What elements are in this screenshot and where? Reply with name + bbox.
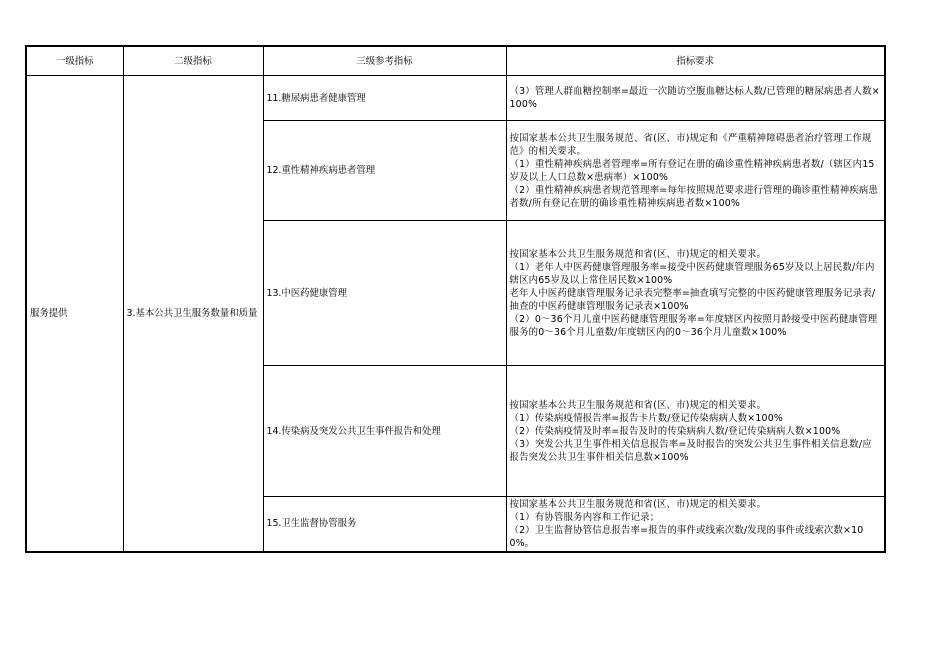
requirement-line: （1）传染病疫情报告率=报告卡片数/登记传染病病人数×100%: [509, 412, 783, 424]
indicator-table: [25, 45, 886, 553]
header-level1: 一级指标: [26, 46, 123, 76]
header-requirements: 指标要求: [506, 46, 885, 76]
indicator-cell: 14.传染病及突发公共卫生事件报告和处理: [263, 366, 506, 497]
requirement-line: （2）0～36个月儿童中医药健康管理服务率=年度辖区内按照月龄接受中医药健康管理服务的0～36个月儿童数/年度辖区内的0～36个月儿童数×100%: [509, 313, 878, 338]
header-level3: 三级参考指标: [263, 46, 506, 76]
requirement-line: （3）管理人群血糖控制率=最近一次随访空腹血糖达标人数/已管理的糖尿病患者人数×100%: [509, 86, 880, 110]
requirement-cell: [506, 76, 885, 121]
requirement-cell: [506, 497, 885, 552]
requirement-line: （1）老年人中医药健康管理服务率=接受中医药健康管理服务65岁及以上居民数/年内辖区内65岁及以上常住居民数×100%: [509, 261, 875, 286]
requirement-cell: [506, 121, 885, 221]
indicator-cell: 15.卫生监督协管服务: [263, 497, 506, 552]
level2-cell: 3.基本公共卫生服务数量和质量: [123, 76, 263, 552]
level1-cell: 服务提供: [26, 76, 123, 552]
requirement-line: （1）重性精神疾病患者管理率=所有登记在册的确诊重性精神疾病患者数/（辖区内15岁及以上人口总数×患病率）×100%: [509, 158, 875, 183]
requirement-cell: [506, 366, 885, 497]
indicator-cell: 12.重性精神疾病患者管理: [263, 121, 506, 221]
indicator-cell: 11.糖尿病患者健康管理: [263, 76, 506, 121]
table-row: [26, 76, 885, 121]
indicator-cell: 13.中医药健康管理: [263, 221, 506, 366]
requirement-line: （2）传染病疫情及时率=报告及时的传染病病人数/登记传染病病人数×100%: [509, 425, 841, 437]
requirement-line: 按国家基本公共卫生服务规范和省(区、市)规定的相关要求。: [509, 498, 767, 510]
header-row: [26, 46, 885, 76]
requirement-cell: [506, 221, 885, 366]
requirement-line: （2）重性精神疾病患者规范管理率=每年按照规范要求进行管理的确诊重性精神疾病患者数/所有登记在册的确诊重性精神疾病患者数×100%: [509, 184, 878, 209]
requirement-line: （1）有协管服务内容和工作记录；: [509, 511, 660, 523]
requirement-line: 按国家基本公共卫生服务规范、省(区、市)规定和《严重精神障碍患者治疗管理工作规范》的相关要求。: [509, 132, 872, 157]
requirement-line: （3）突发公共卫生事件相关信息报告率=及时报告的突发公共卫生事件相关信息数/应报告突发公共卫生事件相关信息数×100%: [509, 438, 872, 463]
header-level2: 二级指标: [123, 46, 263, 76]
requirement-line: （2）卫生监督协管信息报告率=报告的事件或线索次数/发现的事件或线索次数×100%。: [509, 524, 864, 549]
requirement-line: 按国家基本公共卫生服务规范和省(区、市)规定的相关要求。: [509, 399, 767, 411]
requirement-line: 老年人中医药健康管理服务记录表完整率=抽查填写完整的中医药健康管理服务记录表/抽查的中医药健康管理服务记录表×100%: [509, 287, 876, 312]
requirement-line: 按国家基本公共卫生服务规范和省(区、市)规定的相关要求。: [509, 248, 767, 260]
